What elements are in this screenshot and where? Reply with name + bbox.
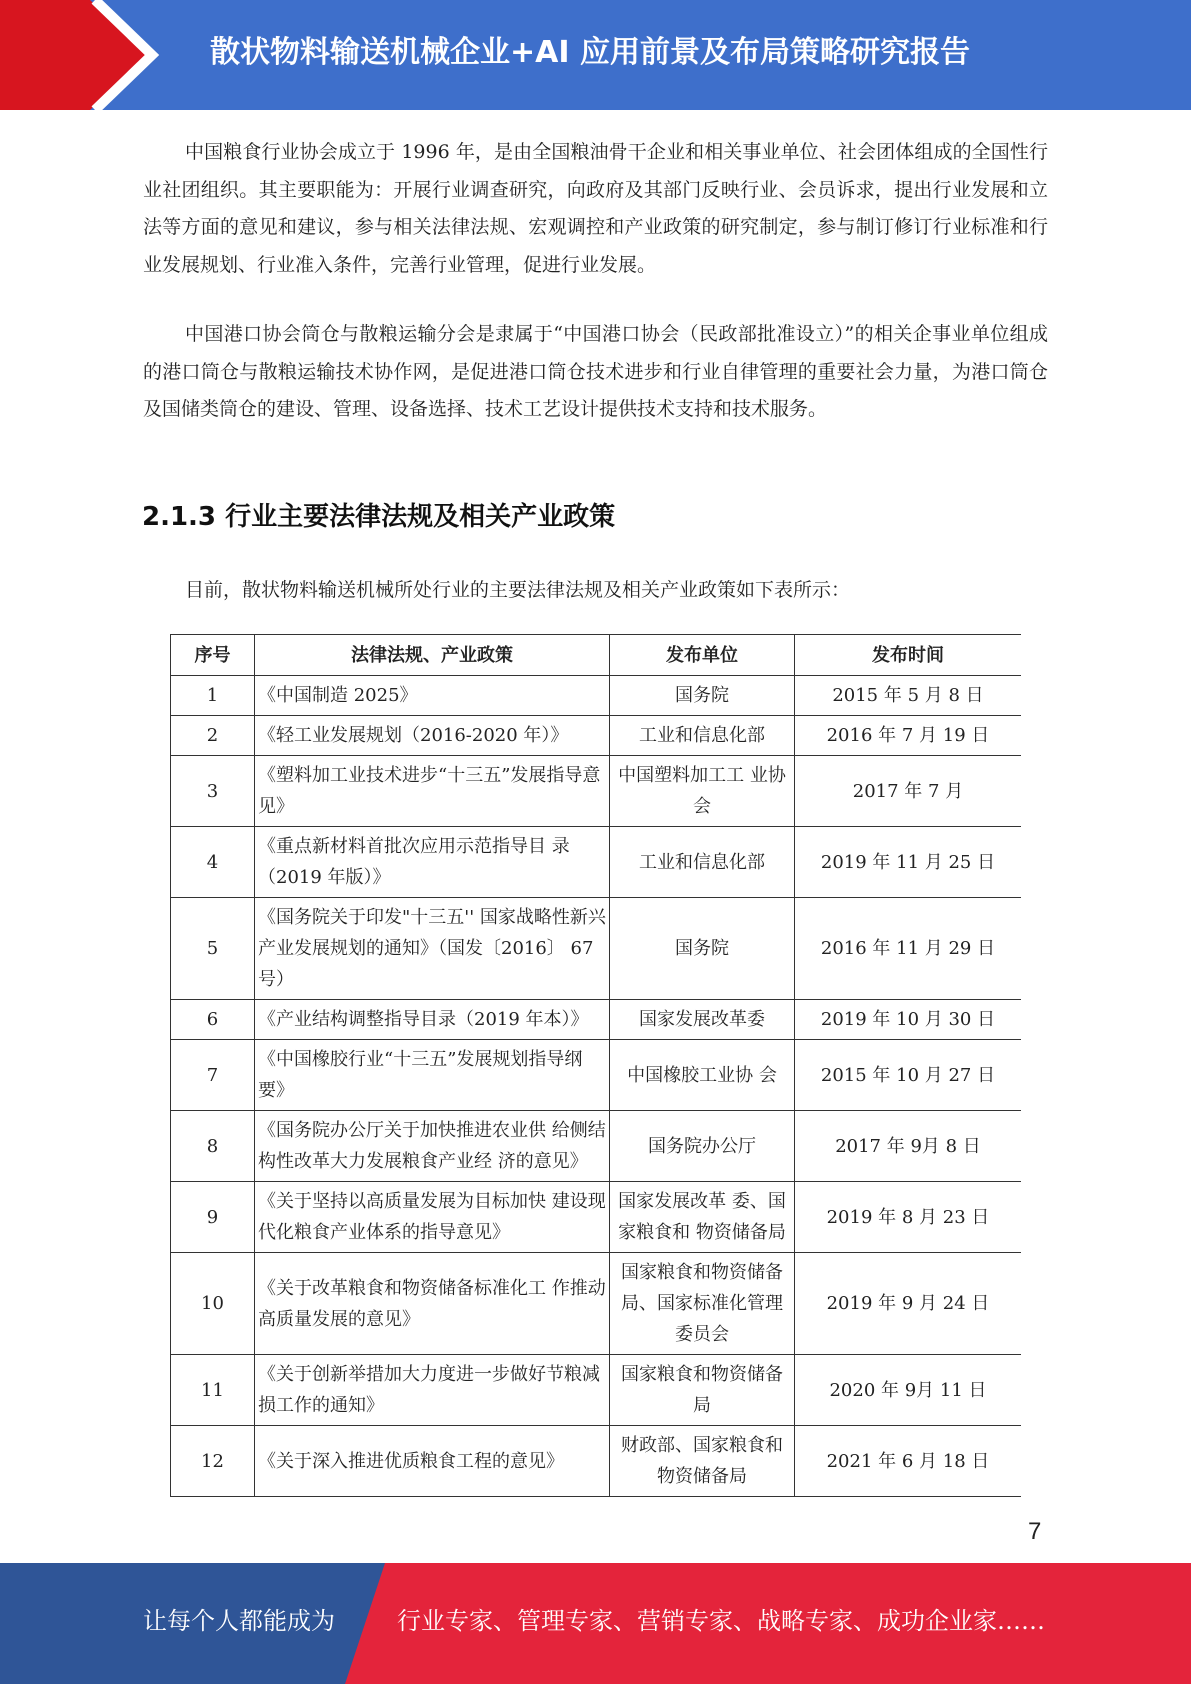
issuing-org: 国务院 [610, 676, 795, 716]
issuing-org: 国家粮食和物资储备局、国家标准化管理委员会 [610, 1253, 795, 1355]
header-no: 序号 [171, 635, 255, 676]
header-policy: 法律法规、产业政策 [255, 635, 610, 676]
footer-slogan-right: 行业专家、管理专家、营销专家、战略专家、成功企业家…… [397, 1607, 1045, 1635]
issue-date: 2019 年 11 月 25 日 [795, 827, 1022, 898]
row-number: 8 [171, 1111, 255, 1182]
table-body [171, 676, 1022, 1497]
issuing-org: 国家发展改革委 [610, 1000, 795, 1040]
issuing-org: 中国塑料加工工 业协会 [610, 756, 795, 827]
policy-table [170, 634, 1021, 1497]
policy-name: 《塑料加工业技术进步“十三五”发展指导意见》 [255, 756, 610, 827]
issue-date: 2017 年 7 月 [795, 756, 1022, 827]
row-number: 6 [171, 1000, 255, 1040]
issue-date: 2021 年 6 月 18 日 [795, 1426, 1022, 1497]
issuing-org: 财政部、国家粮食和物资储备局 [610, 1426, 795, 1497]
table-row [171, 1000, 1022, 1040]
table-row [171, 1182, 1022, 1253]
issue-date: 2019 年 9 月 24 日 [795, 1253, 1022, 1355]
issuing-org: 中国橡胶工业协 会 [610, 1040, 795, 1111]
row-number: 4 [171, 827, 255, 898]
issuing-org: 国家发展改革 委、国家粮食和 物资储备局 [610, 1182, 795, 1253]
table-row [171, 1253, 1022, 1355]
table-row [171, 898, 1022, 1000]
row-number: 7 [171, 1040, 255, 1111]
issuing-org: 国家粮食和物资储备局 [610, 1355, 795, 1426]
issuing-org: 工业和信息化部 [610, 827, 795, 898]
issue-date: 2020 年 9月 11 日 [795, 1355, 1022, 1426]
issue-date: 2015 年 10 月 27 日 [795, 1040, 1022, 1111]
page-footer [0, 1563, 1191, 1684]
row-number: 10 [171, 1253, 255, 1355]
row-number: 11 [171, 1355, 255, 1426]
policy-name: 《中国橡胶行业“十三五”发展规划指导纲要》 [255, 1040, 610, 1111]
issue-date: 2019 年 8 月 23 日 [795, 1182, 1022, 1253]
policy-name: 《产业结构调整指导目录（2019 年本）》 [255, 1000, 610, 1040]
issue-date: 2017 年 9月 8 日 [795, 1111, 1022, 1182]
table-row [171, 1111, 1022, 1182]
header-title: 散状物料输送机械企业+AI 应用前景及布局策略研究报告 [210, 35, 970, 70]
page-number: 7 [1028, 1518, 1042, 1545]
issuing-org: 国务院 [610, 898, 795, 1000]
policy-name: 《关于创新举措加大力度进一步做好节粮减损工作的通知》 [255, 1355, 610, 1426]
policy-name: 《关于深入推进优质粮食工程的意见》 [255, 1426, 610, 1497]
footer-slogan-left: 让每个人都能成为 [143, 1607, 335, 1635]
header-date: 发布时间 [795, 635, 1022, 676]
row-number: 9 [171, 1182, 255, 1253]
table-row [171, 716, 1022, 756]
policy-name: 《国务院关于印发"十三五'' 国家战略性新兴产业发展规划的通知》（国发〔2016〕 67 号） [255, 898, 610, 1000]
row-number: 2 [171, 716, 255, 756]
issue-date: 2019 年 10 月 30 日 [795, 1000, 1022, 1040]
issuing-org: 工业和信息化部 [610, 716, 795, 756]
section-heading: 2.1.3 行业主要法律法规及相关产业政策 [142, 502, 616, 532]
table-row [171, 756, 1022, 827]
header-org: 发布单位 [610, 635, 795, 676]
table-header-row [171, 635, 1022, 676]
table-row [171, 676, 1022, 716]
policy-name: 《关于改革粮食和物资储备标准化工 作推动高质量发展的意见》 [255, 1253, 610, 1355]
policy-name: 《国务院办公厅关于加快推进农业供 给侧结构性改革大力发展粮食产业经 济的意见》 [255, 1111, 610, 1182]
policy-name: 《重点新材料首批次应用示范指导目 录（2019 年版）》 [255, 827, 610, 898]
paragraph-port-silo-branch: 中国港口协会筒仓与散粮运输分会是隶属于“中国港口协会（民政部批准设立）”的相关企事业单位组成的港口筒仓与散粮运输技术协作网，是促进港口筒仓技术进步和行业自律管理的重要社会力量，为港口筒仓及国储类筒仓的建设、管理、设备选择、技术工艺设计提供技术支持和技术服务。 [143, 323, 1048, 420]
row-number: 3 [171, 756, 255, 827]
table-row [171, 827, 1022, 898]
row-number: 12 [171, 1426, 255, 1497]
issue-date: 2016 年 7 月 19 日 [795, 716, 1022, 756]
table-row [171, 1355, 1022, 1426]
issue-date: 2015 年 5 月 8 日 [795, 676, 1022, 716]
table-row [171, 1040, 1022, 1111]
policy-name: 《关于坚持以高质量发展为目标加快 建设现代化粮食产业体系的指导意见》 [255, 1182, 610, 1253]
policy-name: 《轻工业发展规划（2016-2020 年）》 [255, 716, 610, 756]
table-row [171, 1426, 1022, 1497]
policy-name: 《中国制造 2025》 [255, 676, 610, 716]
row-number: 1 [171, 676, 255, 716]
row-number: 5 [171, 898, 255, 1000]
issuing-org: 国务院办公厅 [610, 1111, 795, 1182]
section-intro: 目前，散状物料输送机械所处行业的主要法律法规及相关产业政策如下表所示： [185, 579, 851, 601]
policy-table-container [170, 634, 1021, 1514]
page-header [0, 0, 1191, 110]
issue-date: 2016 年 11 月 29 日 [795, 898, 1022, 1000]
paragraph-grain-association: 中国粮食行业协会成立于 1996 年，是由全国粮油骨干企业和相关事业单位、社会团体组成的全国性行业社团组织。其主要职能为：开展行业调查研究，向政府及其部门反映行业、会员诉求，提出行业发展和立法等方面的意见和建议，参与相关法律法规、宏观调控和产业政策的研究制定，参与制订修订行业标准和行业发展规划、行业准入条件，完善行业管理，促进行业发展。 [143, 141, 1048, 276]
